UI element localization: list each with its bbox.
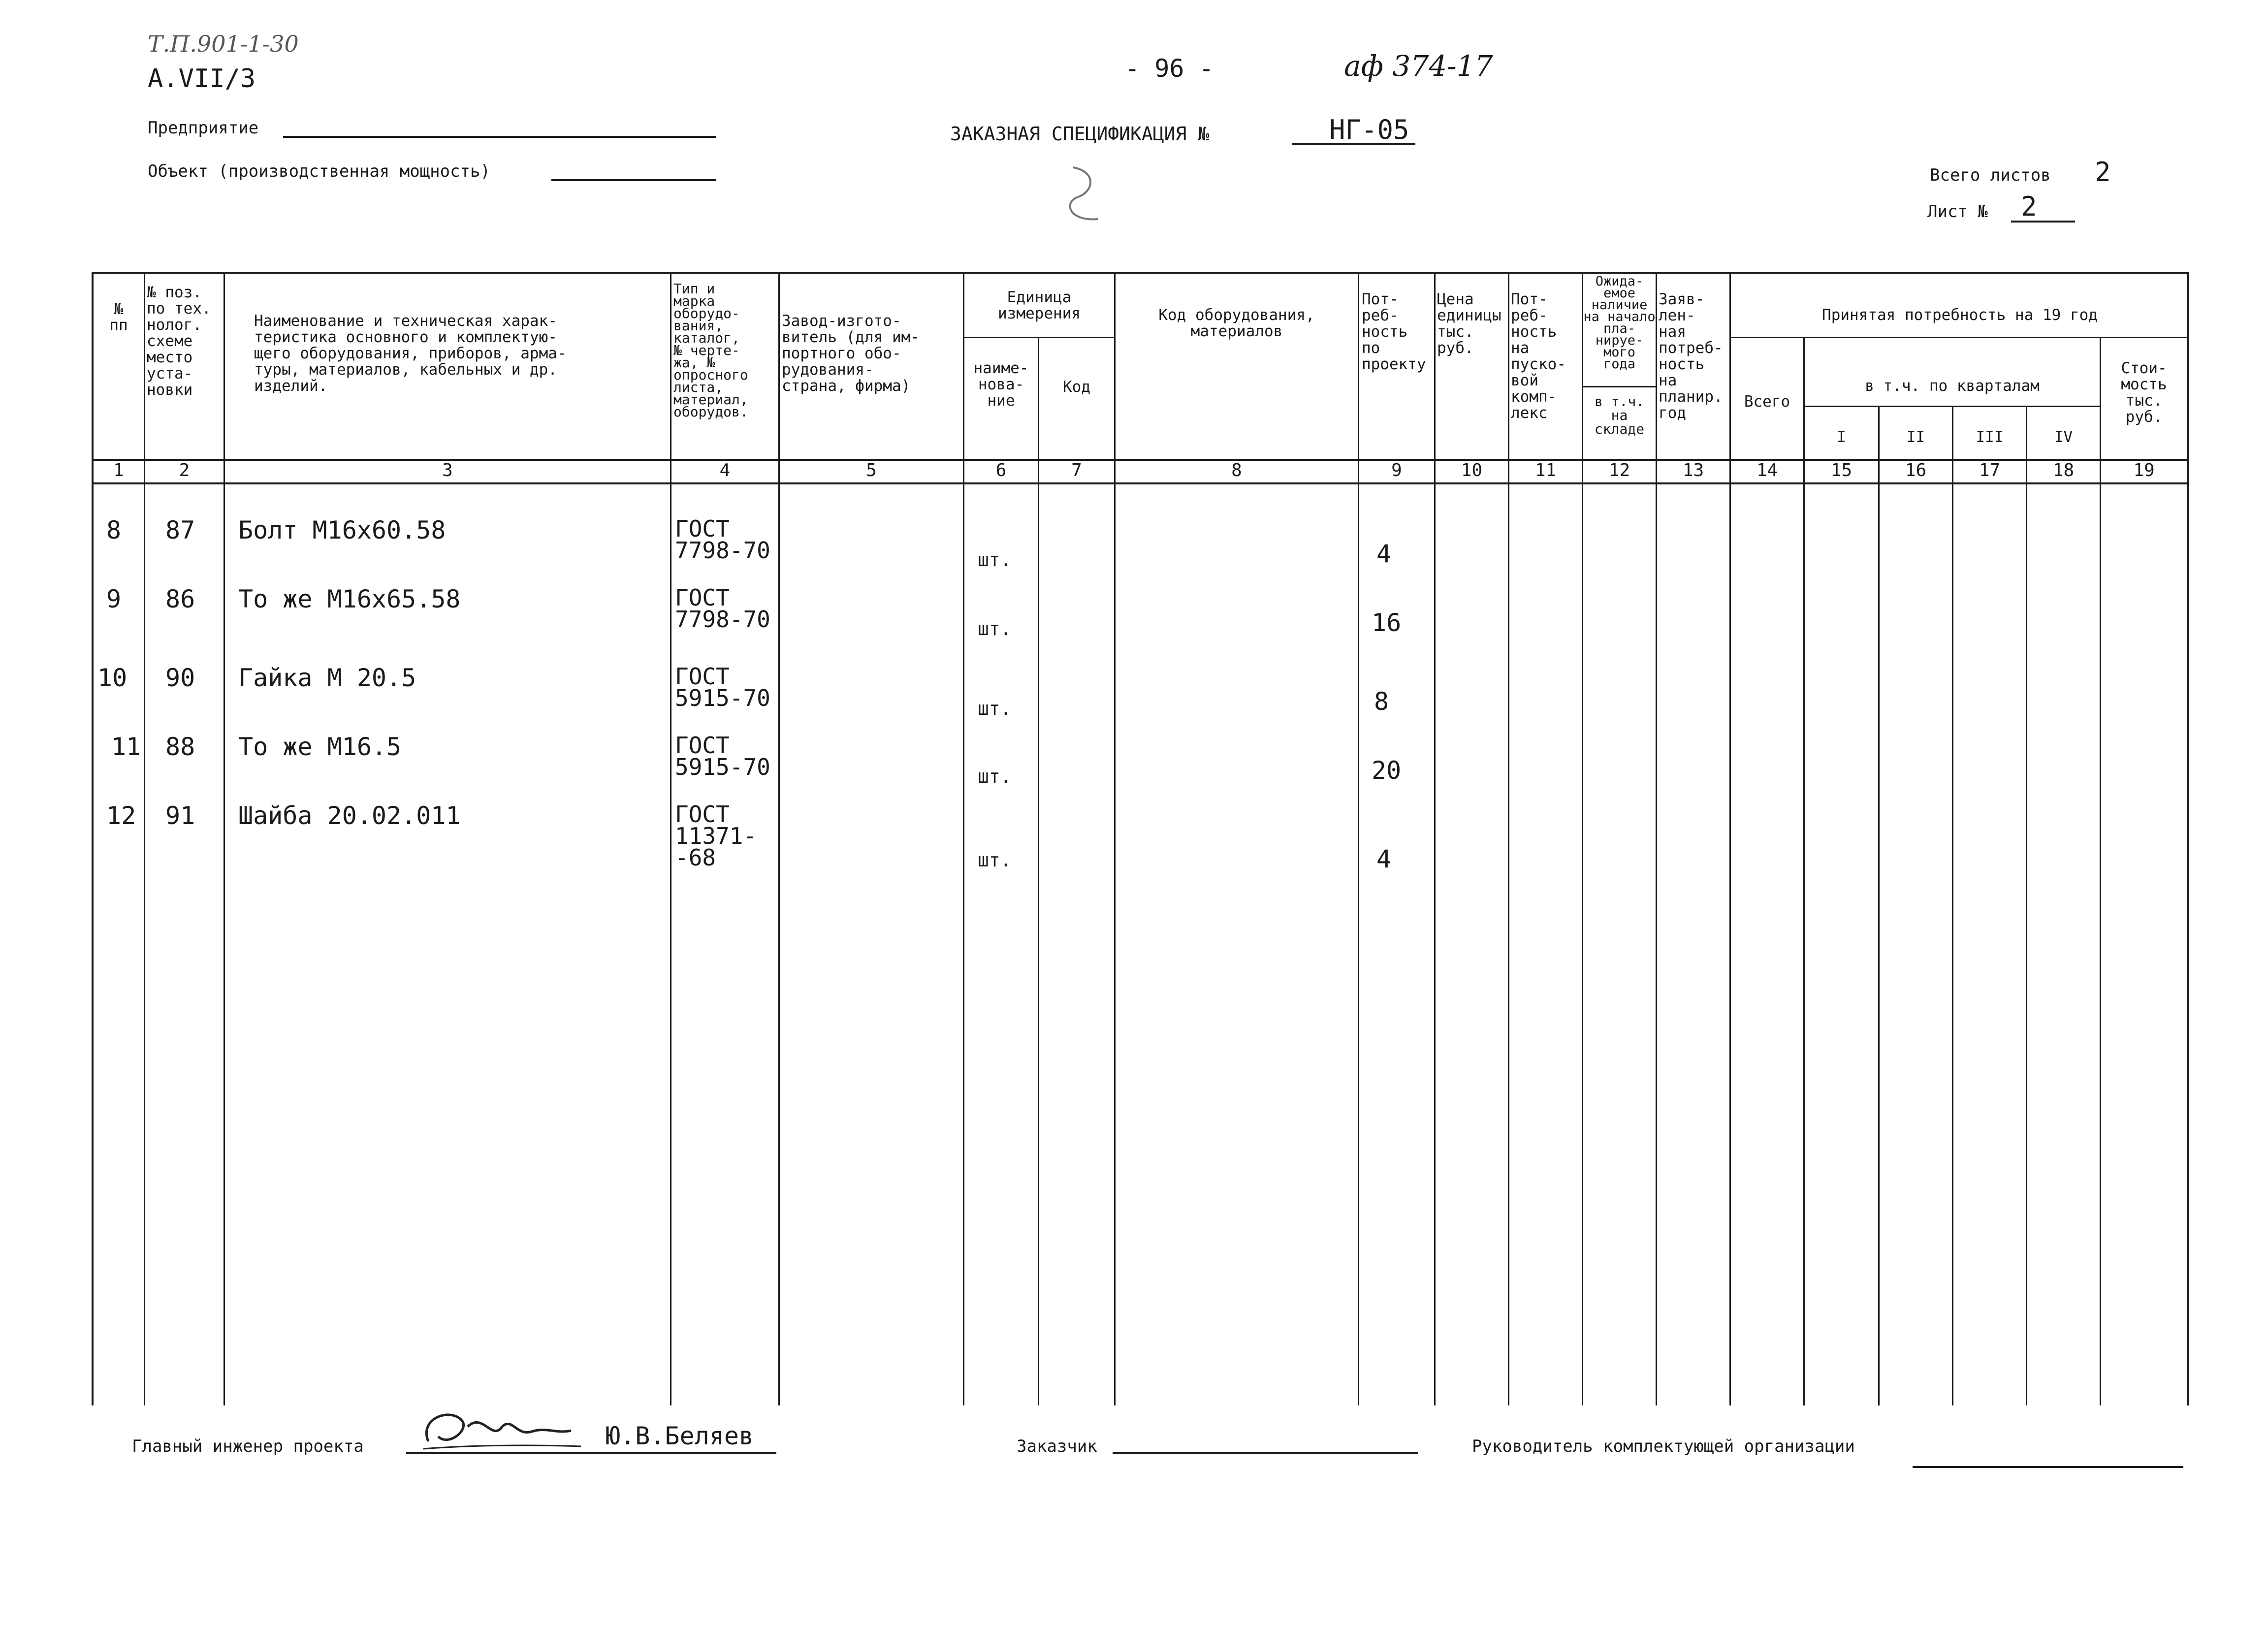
row-unit: шт. (978, 849, 1012, 871)
col-line (778, 272, 780, 1405)
header-position: № поз. по тех. нолог. схеме место уста- новки (147, 285, 211, 399)
col-line (144, 272, 145, 1405)
col-line (1656, 272, 1657, 1405)
row-number: 8 (106, 516, 122, 544)
table-top-border (92, 272, 2189, 274)
header-quarter-2: II (1906, 429, 1925, 446)
col-line (670, 272, 671, 1405)
row-unit: шт. (978, 549, 1012, 571)
row-name: Гайка М 20.5 (238, 664, 416, 692)
row-number: 12 (106, 801, 136, 830)
header-warehouse-stock: в т.ч. на складе (1594, 395, 1645, 437)
column-number: 9 (1391, 460, 1402, 480)
row-name: То же М16х65.58 (238, 585, 461, 613)
row-type: ГОСТ 7798-70 (675, 584, 770, 633)
row-number: 11 (111, 733, 141, 761)
header-unit-price: Цена единицы тыс. руб. (1437, 291, 1501, 357)
signature (409, 1397, 596, 1461)
column-number: 5 (866, 460, 877, 480)
row-number: 10 (97, 664, 128, 692)
column-number: 6 (995, 460, 1007, 480)
specification-table (92, 272, 2189, 1405)
row-type: ГОСТ 11371- -68 (675, 801, 757, 871)
total-sheets-label: Всего листов (1930, 165, 2051, 185)
col-line (1358, 272, 1359, 1405)
col-line (1729, 272, 1731, 1405)
header-quarter-1: I (1837, 429, 1846, 446)
header-unit-name: наиме- нова- ние (973, 360, 1029, 410)
column-number: 11 (1534, 460, 1557, 480)
header-quarter-3: III (1976, 429, 2004, 446)
customer-line (1113, 1452, 1418, 1454)
header-expected-stock: Ожида- емое наличие на начало пла- нируе- мого года (1583, 276, 1656, 372)
header-quarters: в т.ч. по кварталам (1865, 378, 2040, 395)
header-row-number: № пп (109, 301, 128, 334)
total-sheets-value: 2 (2095, 157, 2111, 188)
header-cost: Стои- мость тыс. руб. (2121, 360, 2167, 426)
row-position: 86 (165, 585, 195, 613)
colnum-bottom-rule (92, 482, 2189, 484)
header-startup-need: Пот- реб- ность на пуско- вой комп- лекс (1511, 291, 1566, 422)
col-line (1952, 406, 1953, 1405)
column-number: 19 (2133, 460, 2155, 480)
header-unit: Единица измерения (998, 289, 1081, 322)
row-quantity: 4 (1376, 845, 1392, 873)
chief-engineer-label: Главный инженер проекта (132, 1436, 364, 1456)
pen-mark (1054, 162, 1122, 231)
sheet-value-line (2011, 221, 2075, 223)
column-number: 16 (1905, 460, 1927, 480)
column-number: 1 (113, 460, 124, 480)
header-quarter-4: IV (2054, 429, 2073, 446)
sheet-value: 2 (2021, 191, 2037, 222)
supplier-head-line (1913, 1466, 2183, 1468)
row-name: То же М16.5 (238, 733, 402, 761)
column-number: 13 (1682, 460, 1704, 480)
header-accepted-need: Принятая потребность на 19 год (1822, 307, 2098, 324)
col-line (1434, 272, 1436, 1405)
row-unit: шт. (978, 698, 1012, 719)
col-line (2026, 406, 2027, 1405)
row-quantity: 4 (1376, 540, 1392, 568)
row-unit: шт. (978, 618, 1012, 639)
row-type: ГОСТ 7798-70 (675, 515, 770, 564)
column-number: 18 (2052, 460, 2075, 480)
table-right-border (2187, 272, 2189, 1405)
enterprise-line (283, 136, 716, 138)
column-number: 17 (1979, 460, 2001, 480)
customer-label: Заказчик (1017, 1436, 1097, 1456)
object-line (551, 179, 716, 181)
spec-title: ЗАКАЗНАЯ СПЕЦИФИКАЦИЯ № (950, 123, 1210, 145)
col-line (224, 272, 225, 1405)
col-line (1114, 272, 1116, 1405)
object-label: Объект (производственная мощность) (148, 161, 490, 181)
col-line (1038, 337, 1039, 1405)
column-number: 2 (179, 460, 190, 480)
row-type: ГОСТ 5915-70 (675, 732, 770, 780)
stock-subheader-rule (1582, 386, 1656, 387)
header-unit-code: Код (1063, 379, 1090, 396)
column-number: 14 (1756, 460, 1778, 480)
row-name: Болт М16х60.58 (238, 516, 446, 544)
spec-number-line (1292, 143, 1415, 145)
row-position: 88 (165, 733, 195, 761)
row-name: Шайба 20.02.011 (238, 801, 461, 830)
doc-code: Т.П.901-1-30 (148, 31, 299, 57)
header-name: Наименование и техническая харак- теристика основного и комплектую- щего оборудования, приборов, арма- туры, материалов, кабельных и др. изделий. (254, 313, 567, 395)
row-quantity: 8 (1374, 687, 1389, 716)
page-number: - 96 - (1125, 54, 1214, 83)
table-left-border (92, 272, 94, 1405)
header-declared-need: Заяв- лен- ная потреб- ность на планир. год (1659, 291, 1723, 422)
album-code: А.VII/3 (148, 64, 256, 94)
column-number: 3 (442, 460, 453, 480)
chief-engineer-name: Ю.В.Беляев (606, 1422, 754, 1450)
row-number: 9 (106, 585, 122, 613)
col-line (963, 272, 964, 1405)
column-number: 8 (1231, 460, 1242, 480)
row-quantity: 16 (1372, 608, 1402, 637)
row-type: ГОСТ 5915-70 (675, 663, 770, 711)
row-quantity: 20 (1372, 756, 1402, 785)
column-number: 7 (1071, 460, 1082, 480)
header-total: Всего (1744, 394, 1790, 411)
column-number: 15 (1830, 460, 1853, 480)
accepted-subheader-rule (1729, 337, 2187, 338)
header-project-need: Пот- реб- ность по проекту (1362, 291, 1426, 373)
supplier-head-label: Руководитель комплектующей организации (1472, 1436, 1855, 1456)
row-position: 91 (165, 801, 195, 830)
handwritten-reference: аф 374-17 (1344, 49, 1493, 83)
spec-number: НГ-05 (1329, 114, 1409, 145)
unit-subheader-rule (963, 337, 1114, 338)
column-number: 12 (1608, 460, 1630, 480)
sheet-label: Лист № (1927, 202, 1988, 222)
row-unit: шт. (978, 766, 1012, 787)
header-manufacturer: Завод-изгото- витель (для им- портного обо- рудования- страна, фирма) (782, 313, 920, 395)
enterprise-label: Предприятие (148, 118, 259, 138)
col-line (1878, 406, 1880, 1405)
col-line (1508, 272, 1509, 1405)
row-position: 90 (165, 664, 195, 692)
col-line (1803, 337, 1805, 1405)
header-equipment-code: Код оборудования, материалов (1158, 307, 1315, 340)
quarters-subheader-rule (1803, 406, 2100, 407)
chief-engineer-line (406, 1452, 776, 1454)
col-line (2100, 337, 2101, 1405)
column-number: 10 (1461, 460, 1483, 480)
header-type: Тип и марка оборудо- вания, каталог, № черте- жа, № опросного листа, материал, оборудов. (673, 283, 748, 420)
row-position: 87 (165, 516, 195, 544)
column-number: 4 (719, 460, 731, 480)
